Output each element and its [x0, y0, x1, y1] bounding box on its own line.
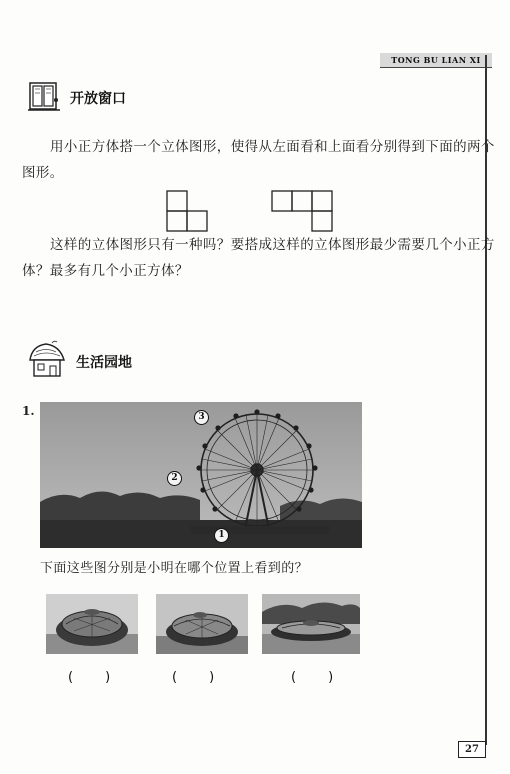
section-life-title: 生活园地 [76, 355, 132, 371]
answer-blank-a[interactable]: ( ) [68, 670, 113, 685]
position-marker-1: 1 [214, 528, 229, 543]
view-photo-a [46, 594, 138, 654]
paragraph-1-line-2: 图形。 [22, 165, 64, 181]
top-view-figure [271, 190, 335, 232]
series-header-label: TONG BU LIAN XI [380, 53, 492, 68]
section-window-heading [28, 80, 126, 116]
page-number: 27 [458, 741, 486, 758]
view-photo-c [262, 594, 360, 654]
window-icon [28, 80, 62, 116]
answer-blank-b[interactable]: ( ) [172, 670, 217, 685]
section-window-title: 开放窗口 [70, 91, 126, 107]
answer-blank-c[interactable]: ( ) [291, 670, 336, 685]
section-life-heading [26, 340, 132, 384]
paragraph-1-line-1: 用小正方体搭一个立体图形，使得从左面看和上面看分别得到下面的两个 [50, 139, 495, 155]
paragraph-2-line-2: 体？最多有几个小正方体？ [22, 263, 189, 279]
question-prompt: 下面这些图分别是小明在哪个位置上看到的？ [40, 561, 309, 576]
position-marker-3: 3 [194, 410, 209, 425]
position-marker-2: 2 [167, 471, 182, 486]
view-photo-b [156, 594, 248, 654]
house-icon [26, 340, 68, 384]
question-number: 1. [22, 404, 35, 418]
left-view-figure [166, 190, 210, 232]
paragraph-2-line-1: 这样的立体图形只有一种吗？要搭成这样的立体图形最少需要几个小正方 [50, 237, 495, 253]
